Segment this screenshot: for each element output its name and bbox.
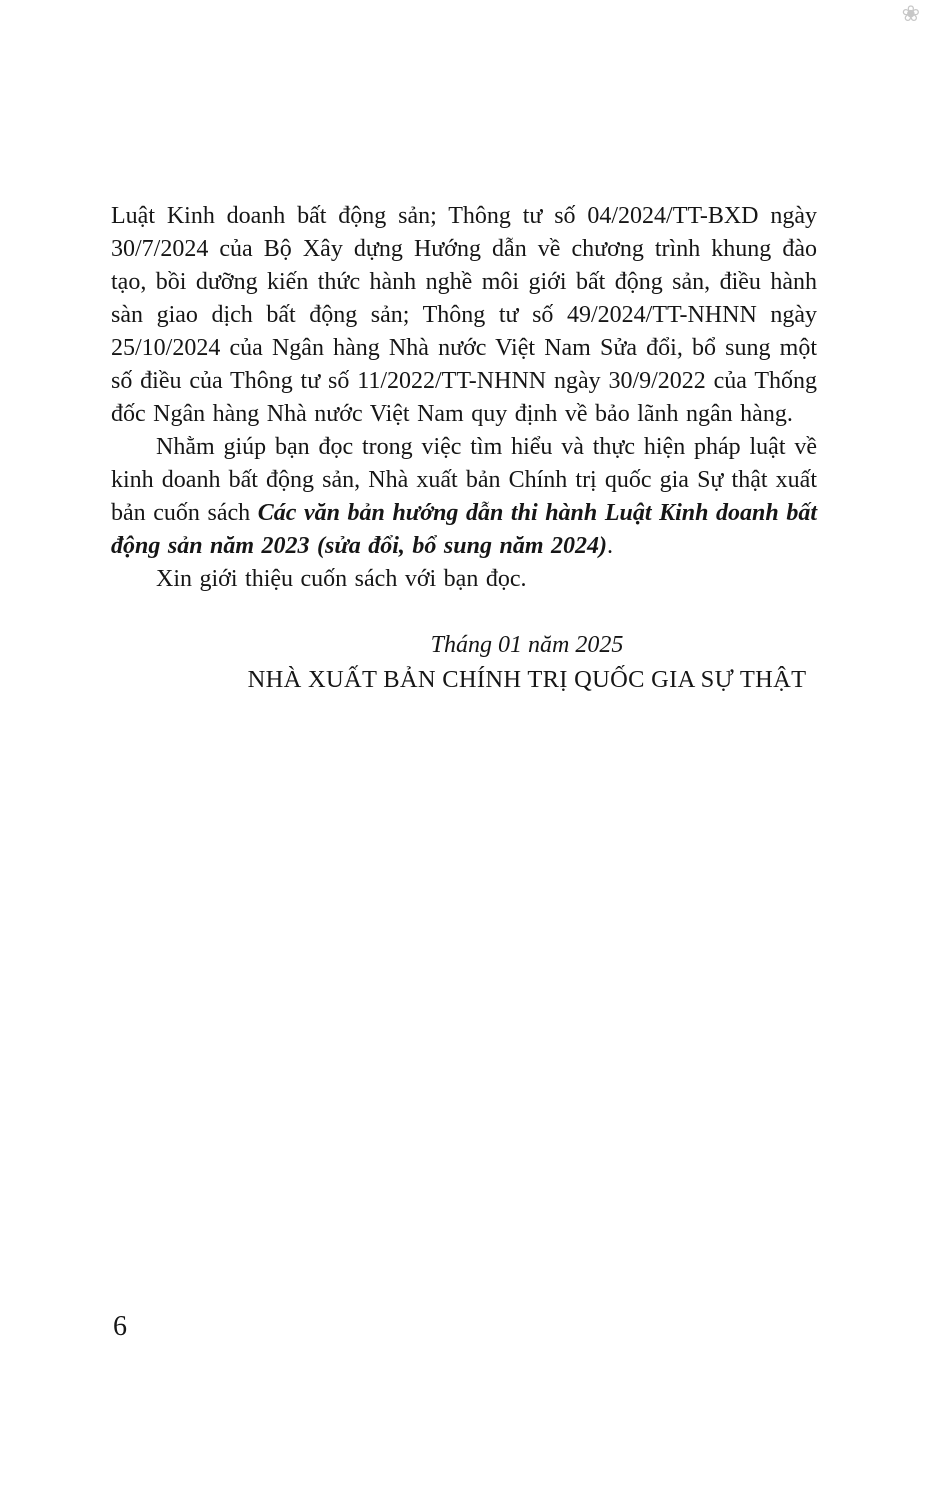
paragraph-closing: Xin giới thiệu cuốn sách với bạn đọc.: [156, 566, 527, 592]
publisher-name: NHÀ XUẤT BẢN CHÍNH TRỊ QUỐC GIA SỰ THẬT: [247, 666, 807, 693]
intro-text-before: Nhằm giúp bạn đọc trong việc tìm hiểu và thực hiện pháp luật về kinh doanh bất động sản, Nhà xuất bản Chính trị quốc gia Sự thật xuất bản cuốn sách: [111, 434, 817, 526]
paragraph-legal-documents: Luật Kinh doanh bất động sản; Thông tư số 04/2024/TT-BXD ngày 30/7/2024 của Bộ Xây dựng Hướng dẫn về chương trình khung đào tạo, bồi dưỡng kiến thức hành nghề môi giới bất động sản, điều hành sàn giao dịch bất động sản; Thông tư số 49/2024/TT-NHNN ngày 25/10/2024 của Ngân hàng Nhà nước Việt Nam Sửa đổi, bổ sung một số điều của Thông tư số 11/2022/TT-NHNN ngày 30/9/2022 của Thống đốc Ngân hàng Nhà nước Việt Nam quy định về bảo lãnh ngân hàng.: [111, 203, 817, 427]
signature-block: [111, 628, 817, 698]
flower-icon: ❀: [901, 2, 920, 27]
page-content: [111, 200, 817, 698]
page-number: 6: [113, 1311, 127, 1342]
paragraph-book-intro: [111, 431, 817, 563]
book-title: Các văn bản hướng dẫn thi hành Luật Kinh doanh bất động sản năm 2023 (sửa đổi, bổ sung năm 2024): [111, 500, 817, 559]
intro-text-after: .: [606, 533, 613, 559]
publication-date: Tháng 01 năm 2025: [430, 632, 624, 658]
